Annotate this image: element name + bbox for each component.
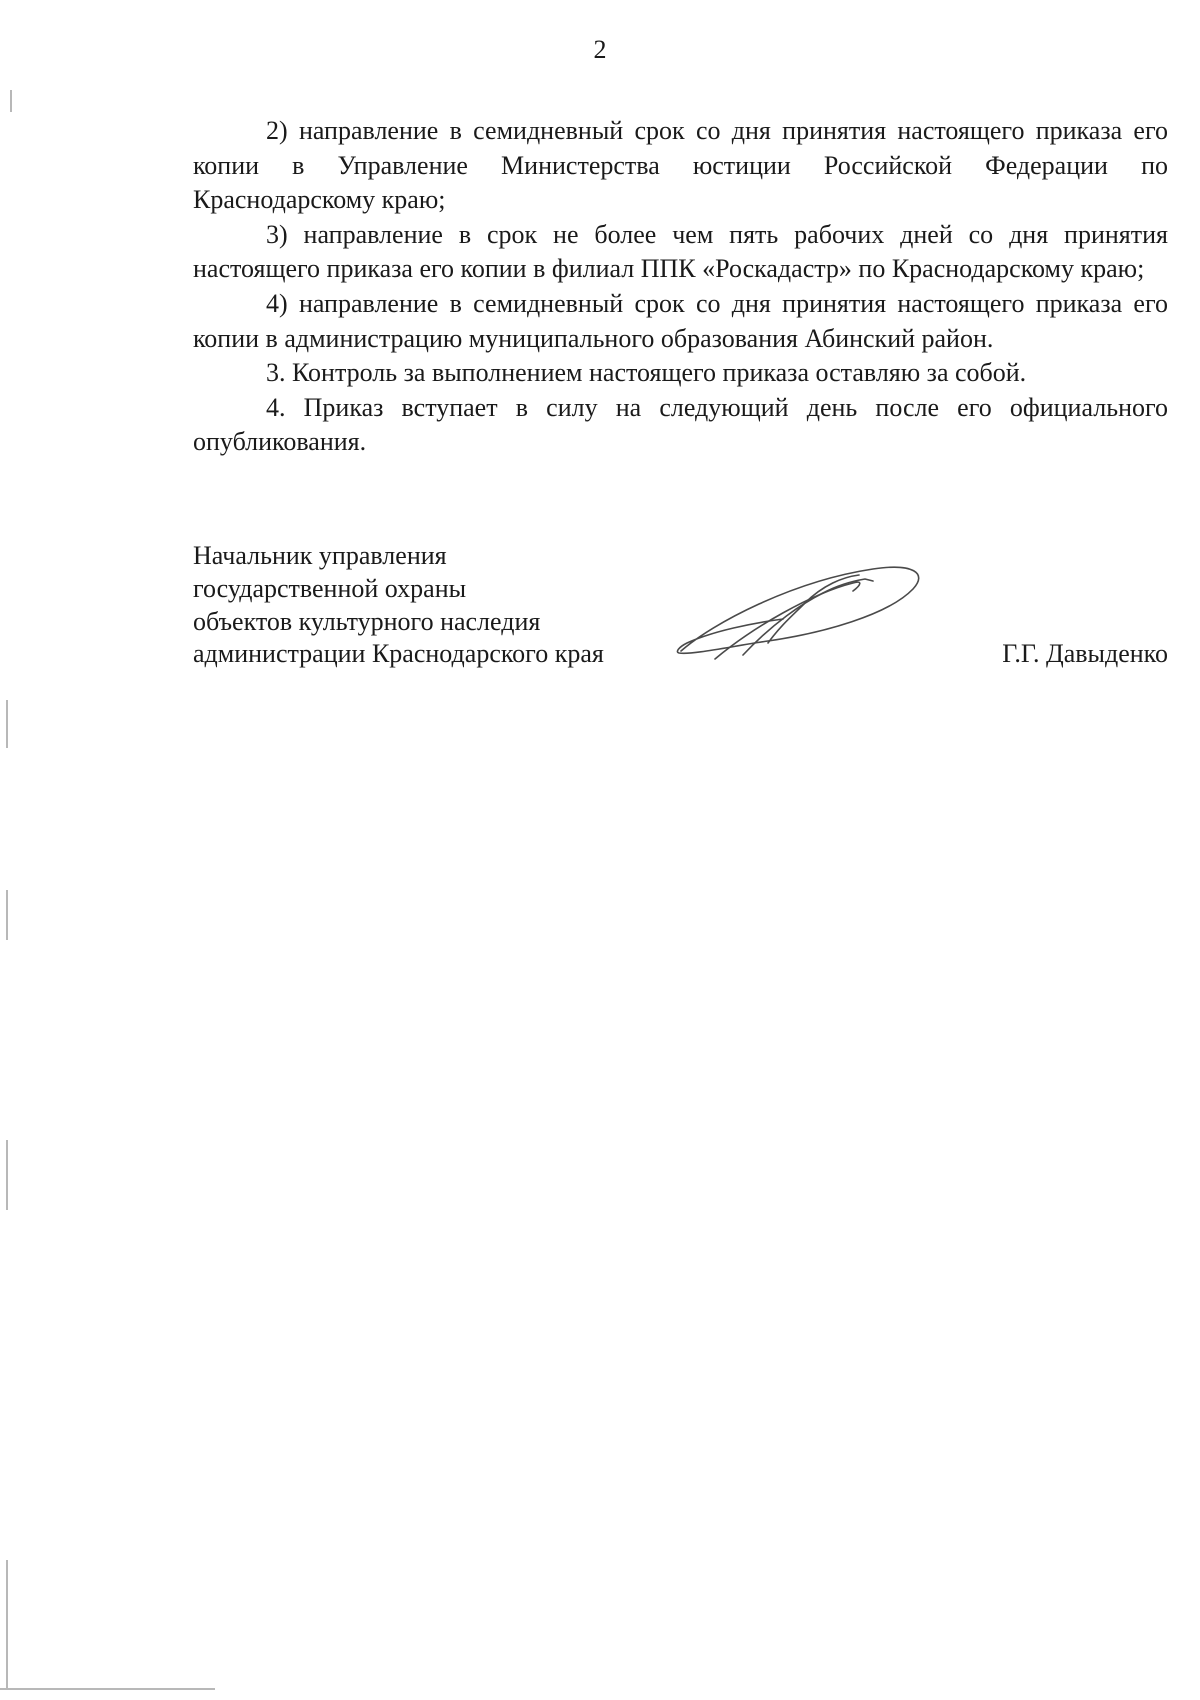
scan-artifact bbox=[10, 90, 12, 112]
scan-artifact bbox=[6, 1140, 8, 1210]
signatory-title bbox=[193, 540, 604, 671]
signatory-title-line: Начальник управления bbox=[193, 541, 447, 570]
scan-artifact bbox=[6, 890, 8, 940]
signatory-name: Г.Г. Давыденко bbox=[1002, 639, 1168, 668]
paragraph-item-4: 4) направление в семидневный срок со дня принятия настоящего приказа его копии в администрацию муниципального образования Абинский район. bbox=[193, 288, 1168, 353]
paragraph-control: 3. Контроль за выполнением настоящего приказа оставляю за собой. bbox=[266, 358, 1027, 388]
signature-block bbox=[193, 540, 1168, 700]
signatory-title-line: государственной охраны bbox=[193, 573, 467, 603]
signatory-title-line: объектов культурного наследия bbox=[193, 606, 541, 636]
signatory-title-line: администрации Краснодарского края bbox=[193, 639, 604, 669]
scan-artifact bbox=[0, 1688, 215, 1690]
paragraph-item-3: 3) направление в срок не более чем пять рабочих дней со дня принятия настоящего приказа его копии в филиал ППК «Роскадастр» по Краснодарскому краю; bbox=[193, 219, 1168, 284]
scan-artifact bbox=[6, 1560, 8, 1690]
scan-artifact bbox=[6, 700, 8, 748]
document-body bbox=[193, 114, 1168, 460]
page-number: 2 bbox=[593, 35, 607, 64]
handwritten-signature-icon bbox=[673, 563, 933, 663]
paragraph-item-2: 2) направление в семидневный срок со дня принятия настоящего приказа его копии в Управление Министерства юстиции Российской Федерации по Краснодарскому краю; bbox=[193, 116, 1168, 215]
paragraph-effective-date: 4. Приказ вступает в силу на следующий день после его официального опубликования. bbox=[193, 392, 1168, 457]
